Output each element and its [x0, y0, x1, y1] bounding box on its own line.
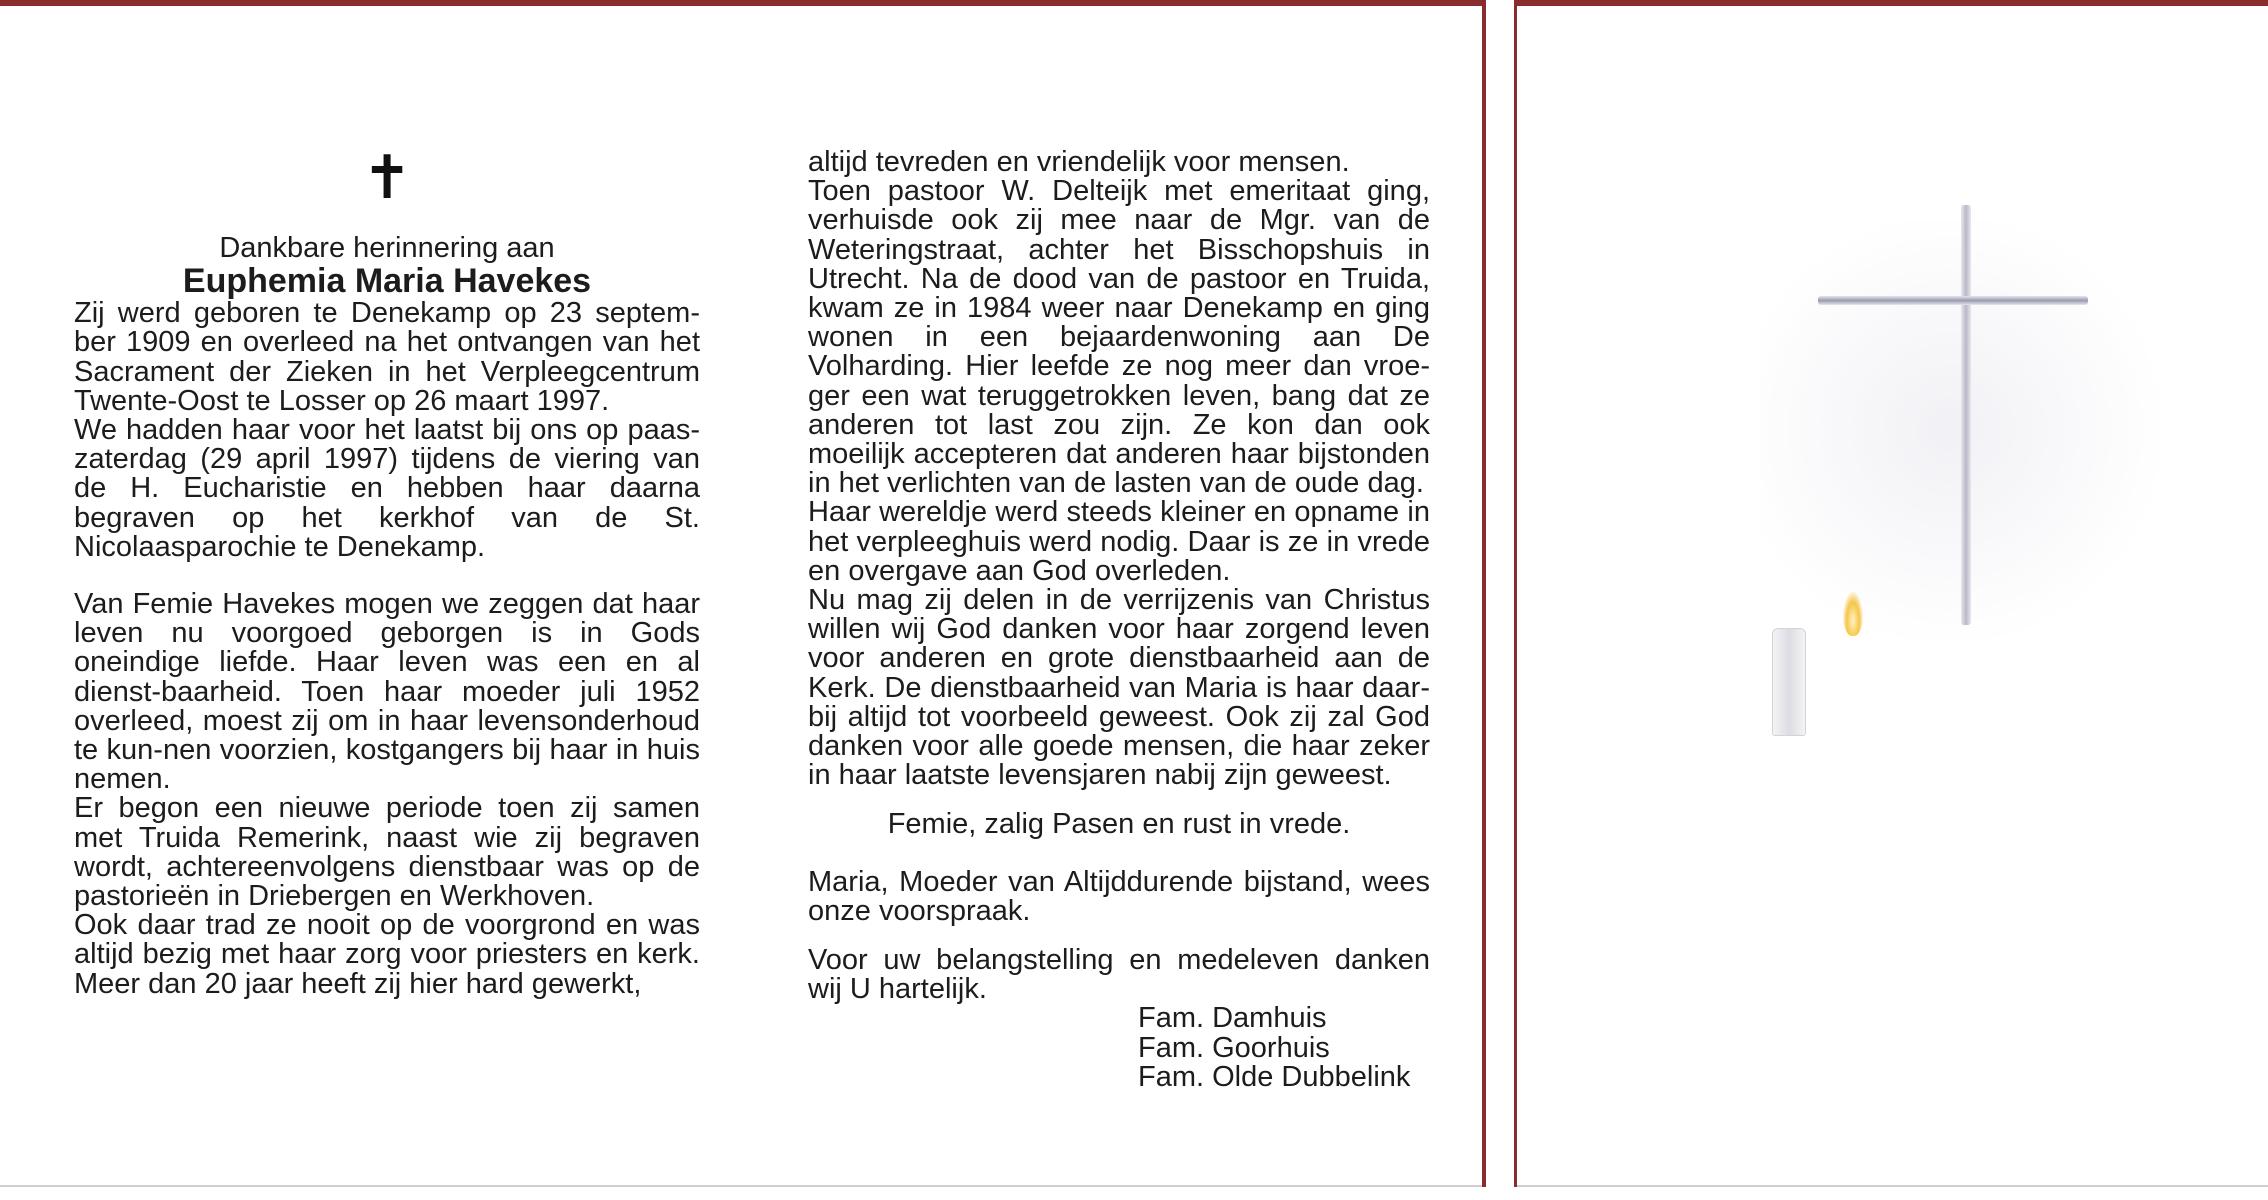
family-name: Fam. Damhuis — [1138, 1002, 1327, 1035]
page-edge — [0, 1185, 1482, 1187]
closing-line: Femie, zalig Pasen en rust in vrede. — [887, 808, 1351, 841]
family-list — [808, 1004, 1430, 1092]
candle-icon — [1772, 628, 1806, 736]
paragraph-burial: We hadden haar voor het laatst bij ons op paas-zaterdag (29 april 1997) tijdens de viering van de H. Eucharistie en hebben haar daarna begraven op het kerkhof van de St. Nicolaasparochie te Denekamp. — [74, 414, 700, 563]
left-text-column — [74, 143, 700, 1000]
prayer-line: Maria, Moeder van Altijddurende bijstand, wees onze voorspraak. — [808, 865, 1430, 927]
family-name: Fam. Goorhuis — [1138, 1031, 1330, 1064]
cross-bar — [1818, 296, 2088, 305]
deceased-name: Euphemia Maria Havekes — [182, 262, 592, 301]
paragraph-service: Ook daar trad ze nooit op de voorgrond en was altijd bezig met haar zorg voor priesters en kerk. Meer dan 20 jaar heeft zij hier hard gewerkt, — [74, 909, 700, 1000]
cross-icon: ✝ — [361, 143, 413, 213]
right-text-column — [808, 148, 1430, 1092]
family-name: Fam. Olde Dubbelink — [1138, 1060, 1411, 1093]
paragraph-life: Van Femie Havekes mogen we zeggen dat haar leven nu voorgoed geborgen is in Gods oneindige liefde. Haar leven was een en al dienst-baarheid. Toen haar moeder juli 1952 overleed, moest zij om in haar levensonderhoud te kun-nen voorzien, kostgangers bij haar in huis nemen. — [74, 588, 700, 796]
intro-line: Dankbare herinnering aan — [219, 232, 555, 264]
paragraph-birth-death: Zij werd geboren te Denekamp op 23 septem-ber 1909 en overleed na het ontvangen van het Sacrament der Zieken in het Verpleegcentrum Twente-Oost te Losser op 26 maart 1997. — [74, 297, 700, 417]
thanks-line: Voor uw belangstelling en medeleven danken wij U hartelijk. — [808, 944, 1430, 1006]
paragraph-continuation: altijd tevreden en vriendelijk voor mensen. — [808, 146, 1350, 178]
paragraph-new-period: Er begon een nieuwe periode toen zij samen met Truida Remerink, naast wie zij begraven wordt, achtereenvolgens dienstbaar was op de pastorieën in Driebergen en Werkhoven. — [74, 792, 700, 913]
cross-icon — [1961, 205, 1971, 625]
flame-icon — [1843, 592, 1863, 636]
paragraph-resurrection: Nu mag zij delen in de verrijzenis van Christus willen wij God danken voor haar zorgend leven voor anderen en grote dienstbaarheid aan de Kerk. De dienstbaarheid van Maria is haar daar-bij altijd tot voorbeeld geweest. Ook zij zal God danken voor alle goede mensen, die haar zeker in haar laatste levensjaren nabij zijn geweest. — [808, 584, 1430, 792]
paragraph-utrecht: Toen pastoor W. Delteijk met emeritaat ging, verhuisde ook zij mee naar de Mgr. van de Weteringstraat, achter het Bisschopshuis in Utrecht. Na de dood van de pastoor en Truida, kwam ze in 1984 weer naar Denekamp en ging wonen in een bejaardenwoning aan De Volharding. Hier leefde ze nog meer dan vroe-ger een wat teruggetrokken leven, bang dat ze anderen tot last zou zijn. Ze kon dan ook moeilijk accepteren dat anderen haar bijstonden in het verlichten van de lasten van de oude dag. — [808, 175, 1430, 500]
page-edge — [1517, 1185, 2268, 1187]
paragraph-nursing-home: Haar wereldje werd steeds kleiner en opname in het verpleeghuis werd nodig. Daar is ze in vrede en overgave aan God overleden. — [808, 496, 1430, 587]
